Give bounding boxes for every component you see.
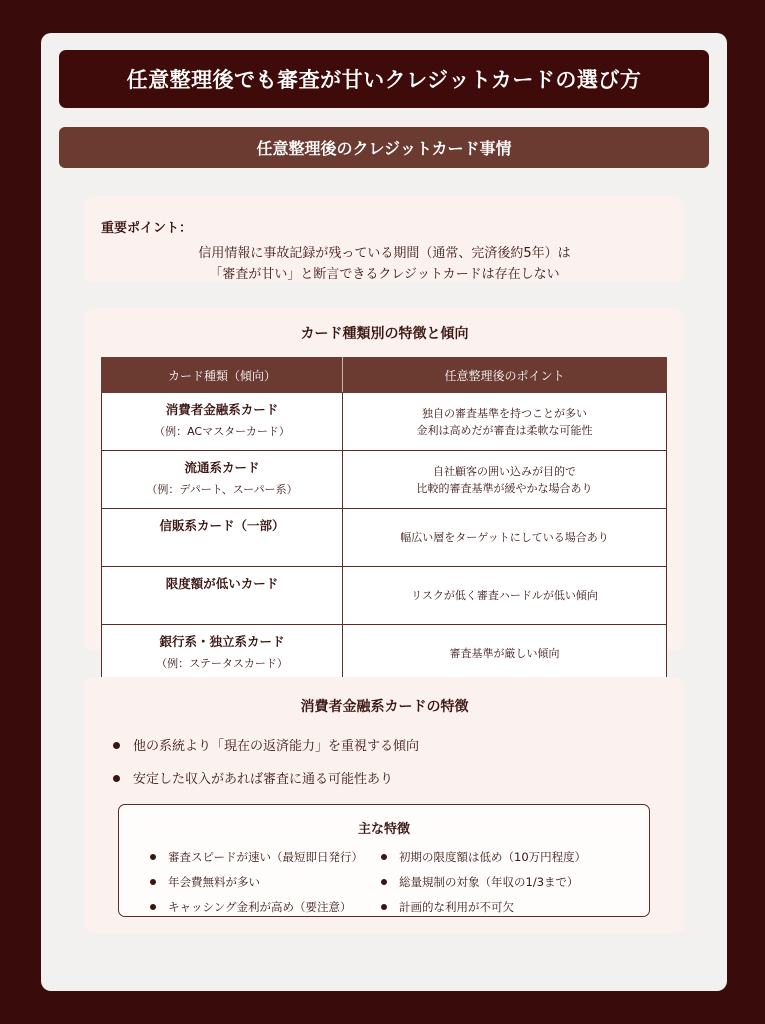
column-header-card-type: カード種類（傾向） [102,358,343,393]
card-type-title: カード種類別の特徴と傾向 [300,326,469,342]
card-type-example: （例：ACマスターカード） [154,425,290,438]
card-type-panel [85,308,684,670]
table-row [102,393,667,451]
feature-item [150,874,260,890]
feature-item [150,899,351,915]
feature-item [381,874,579,890]
card-type-table [101,357,667,683]
feature-text: 審査スピードが速い（最短即日発行） [168,850,364,864]
consumer-finance-panel [85,677,684,933]
feature-item [381,849,586,865]
key-point-line-1: 信用情報に事故記録が残っている期間（通常、完済後約5年）は [198,246,571,261]
card-points-cell [343,393,667,451]
key-point-line-2: 「審査が甘い」と断言できるクレジットカードは存在しない [209,267,560,282]
column-header-points: 任意整理後のポイント [343,358,667,393]
bullet-icon [381,854,387,860]
table-row [102,509,667,567]
card-type-name: 流通系カード [184,460,260,475]
feature-text: 総量規制の対象（年収の1/3まで） [399,875,579,889]
card-type-example: （例：ステータスカード） [156,657,288,670]
card-type-name: 銀行系・独立系カード [159,634,285,649]
key-points-panel [85,196,684,282]
card-points-cell [343,567,667,625]
main-features-box [118,804,650,917]
feature-text: キャッシング金利が高め（要注意） [168,900,352,914]
card-point-text: 独自の審査基準を持つことが多い [422,406,587,420]
card-point-text: 自社顧客の囲い込みが目的で [433,464,576,478]
bullet-icon [150,854,156,860]
card-type-name: 消費者金融系カード [165,402,279,417]
feature-item [150,849,363,865]
card-type-cell [102,451,343,509]
section-subtitle: 任意整理後のクレジットカード事情 [59,127,709,168]
key-points-label: 重要ポイント： [101,221,193,236]
card-point-text: 幅広い層をターゲットにしている場合あり [400,531,609,544]
card-points-cell [343,625,667,683]
bullet-icon [113,742,120,749]
feature-item [381,899,514,915]
card-type-example: （例：デパート、スーパー系） [146,483,298,496]
card-point-text: 審査基準が厳しい傾向 [449,647,560,660]
page-title: 任意整理後でも審査が甘いクレジットカードの選び方 [59,50,709,108]
card-type-cell [102,567,343,625]
feature-text: 初期の限度額は低め（10万円程度） [399,850,587,864]
table-row [102,451,667,509]
table-row [102,625,667,683]
card-type-name: 信販系カード（一部） [159,518,285,533]
main-features-title: 主な特徴 [357,822,410,837]
card-type-cell [102,509,343,567]
bullet-text: 安定した収入があれば審査に通る可能性あり [133,772,394,787]
bullet-icon [150,904,156,910]
feature-text: 計画的な利用が不可欠 [399,900,514,914]
bullet-icon [381,879,387,885]
list-item [113,768,393,787]
list-item [113,735,419,754]
card-point-text: 金利は高めだが審査は柔軟な可能性 [416,423,593,437]
card-point-text: 比較的審査基準が緩やかな場合あり [416,481,593,495]
bullet-text: 他の系統より「現在の返済能力」を重視する傾向 [133,739,420,754]
card-type-cell [102,625,343,683]
card-points-cell [343,509,667,567]
card-type-cell [102,393,343,451]
bullet-icon [150,879,156,885]
table-header-row [102,358,667,393]
card-point-text: リスクが低く審査ハードルが低い傾向 [411,589,598,602]
card-type-name: 限度額が低いカード [165,576,279,591]
feature-text: 年会費無料が多い [168,875,260,889]
bullet-icon [113,775,120,782]
table-row [102,567,667,625]
consumer-finance-title: 消費者金融系カードの特徴 [300,699,469,715]
card-points-cell [343,451,667,509]
bullet-icon [381,904,387,910]
